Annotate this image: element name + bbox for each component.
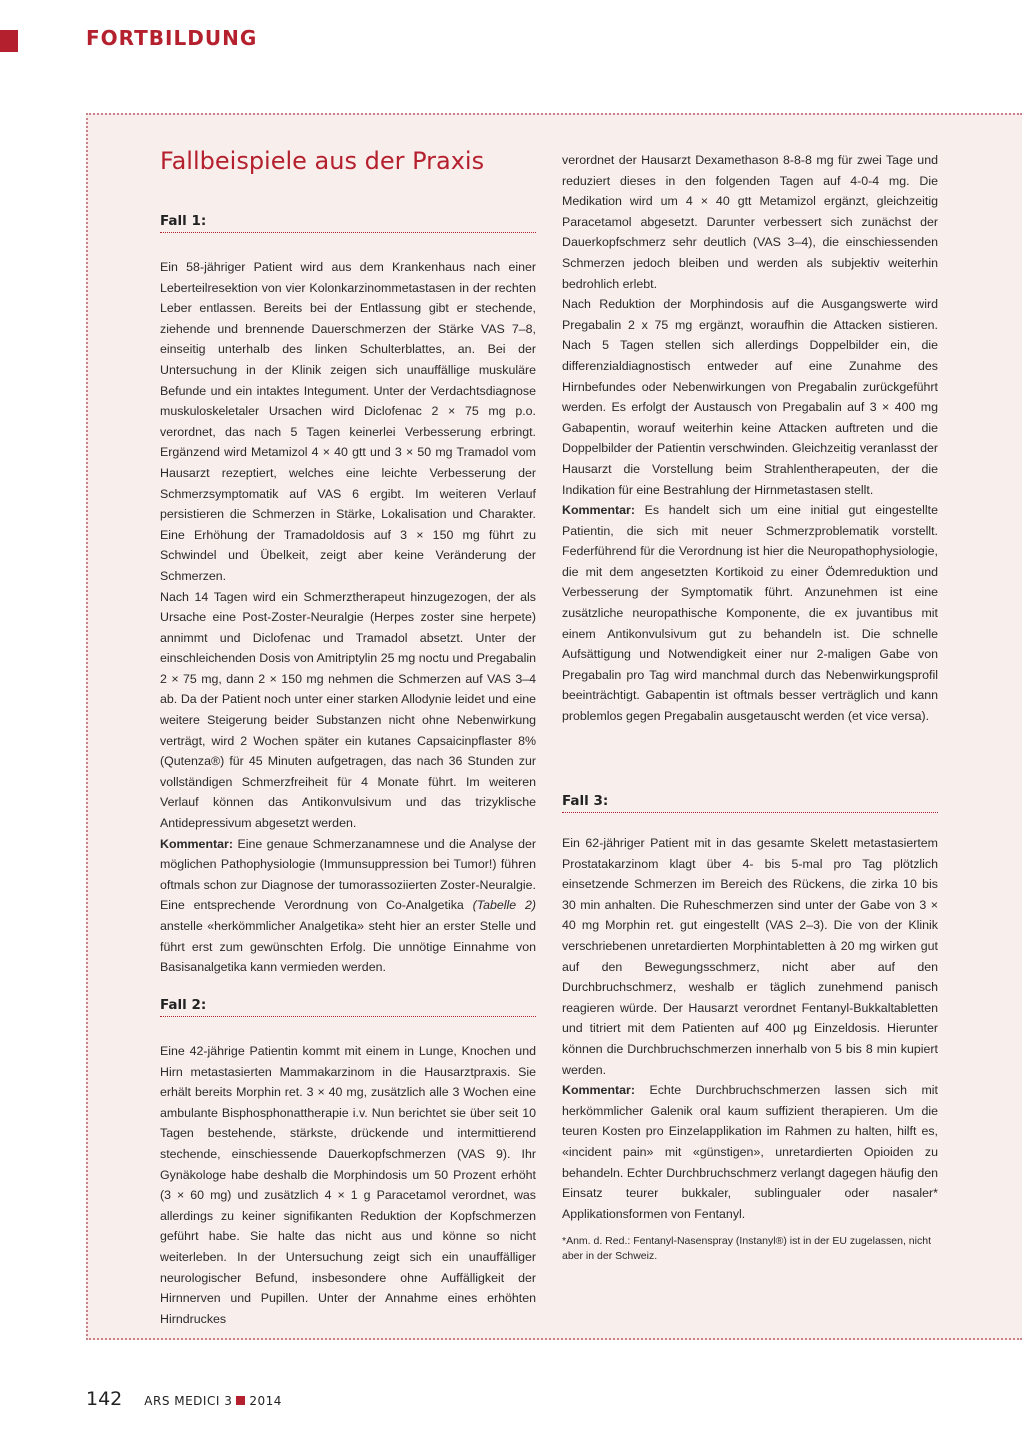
page-number: 142 bbox=[86, 1388, 123, 1410]
comment-label: Kommentar: bbox=[160, 836, 233, 851]
fall2-paragraph-1-continued: verordnet der Hausarzt Dexamethason 8-8-8 mg für zwei Tage und reduziert dieses in den folgenden Tagen auf 4-0-4 mg. Die Medikation wird um 4 × 40 gtt Metamizol ergänzt, gleichzeitig Paracetamol abgesetzt. Darunter verbessert sich zunächst der Dauerkopfschmerz sehr deutlich (VAS 3–4), die einschiessenden Schmerzen jedoch bleiben und werden als subjektiv weiterhin bedrohlich erlebt. bbox=[562, 153, 938, 291]
journal-year: 2014 bbox=[249, 1394, 282, 1408]
fall3-comment: Kommentar: Echte Durchbruchschmerzen lassen sich mit herkömmlicher Galenik oral kaum suffizient therapieren. Um die teuren Kosten pro Einzelapplikation im Rahmen zu halten, hilft es, «incident pain» mit «günstigen», unretardierten Opioiden zu behandeln. Echter Durchbruchschmerz verlangt dagegen häufig den Einsatz teurer bukkaler, sublingualer oder nasaler* Applikationsformen von Fentanyl. bbox=[562, 1083, 938, 1221]
fall2-paragraph-2: Nach Reduktion der Morphindosis auf die Ausgangswerte wird Pregabalin 2 x 75 mg ergänzt, woraufhin die Attacken sistieren. Nach 5 Tagen stellen sich allerdings Doppelbilder ein, die differenzialdiagnostisch entweder auf eine Zunahme des Hirnbefundes oder Nebenwirkungen von Pregabalin zurückgeführt werden. Es erfolgt der Austausch von Pregabalin auf 3 × 400 mg Gabapentin, worauf weiterhin keine Attacken auftreten und die Doppelbilder der Patientin verschwinden. Gleichzeitig veranlasst der Hausarzt die Vorstellung beim Strahlentherapeuten, der die Indikation für eine Bestrahlung der Hirnmetastasen stellt. bbox=[562, 297, 938, 497]
fall3-heading: Fall 3: bbox=[562, 793, 938, 813]
fall2-paragraph-1: Eine 42-jährige Patientin kommt mit einem in Lunge, Knochen und Hirn metastasierten Mammakarzinom in die Hausarztpraxis. Sie erhält bereits Morphin ret. 3 × 40 mg, zusätzlich alle 3 Wochen eine ambulante Bisphosphonattherapie i.v. Nun berichtet sie über seit 10 Tagen bestehende, stärkste, drückende und intermittierend stechende, einschiessende Dauerkopfschmerzen (VAS 9). Ihr Gynäkologe habe deshalb die Morphindosis um 50 Prozent erhöht (3 × 60 mg) und zusätzlich 4 × 1 g Paracetamol verordnet, was allerdings zu keiner signifikanten Reduktion der Kopfschmerzen geführt habe. Sie halte das nicht aus und könne so nicht weiterleben. In der Untersuchung zeigt sich ein unauffälliger neurologischer Befund, insbesondere ohne Auffälligkeit der Hirnnerven und Pupillen. Unter der Annahme eines erhöhten Hirndruckes bbox=[160, 1044, 536, 1326]
comment-label: Kommentar: bbox=[562, 1083, 635, 1098]
journal-name: ARS MEDICI 3 bbox=[144, 1394, 233, 1408]
fall2-body-right bbox=[562, 150, 938, 727]
section-title: FORTBILDUNG bbox=[86, 26, 258, 50]
fall1-heading: Fall 1: bbox=[160, 213, 536, 233]
article-box bbox=[86, 113, 1022, 1340]
footnote: *Anm. d. Red.: Fentanyl-Nasenspray (Instanyl®) ist in der EU zugelassen, nicht aber in der Schweiz. bbox=[562, 1235, 931, 1263]
article-title: Fallbeispiele aus der Praxis bbox=[160, 147, 485, 175]
fall2-body-left bbox=[160, 1041, 536, 1329]
footer-separator bbox=[236, 1396, 245, 1405]
table-reference: (Tabelle 2) bbox=[472, 898, 536, 913]
fall1-body bbox=[160, 257, 536, 978]
page-footer bbox=[86, 1388, 282, 1410]
section-marker bbox=[0, 30, 18, 52]
fall1-comment: Kommentar: Eine genaue Schmerzanamnese und die Analyse der möglichen Pathophysiologie (Immunsuppression bei Tumor!) führen oftmals schon zur Diagnose der tumorassoziierten Zoster-Neuralgie. Eine entsprechende Verordnung von Co-Analgetika (Tabelle 2) anstelle «herkömmlicher Analgetika» steht hier an erster Stelle und führt erst zum gewünschten Erfolg. Die unnötige Einnahme von Basisanalgetika kann vermieden werden. bbox=[160, 836, 536, 975]
fall3-body bbox=[562, 833, 938, 1264]
fall2-comment: Kommentar: Es handelt sich um eine initial gut eingestellte Patientin, die sich mit neuer Schmerzproblematik vorstellt. Federführend für die Verordnung ist hier die Neuropathophysiologie, die mit dem angesetzten Kortikoid zu einer Ödemreduktion und Verbesserung der Symptomatik führt. Anzunehmen ist eine zusätzliche neuropathische Komponente, die ex juvantibus mit einem Antikonvulsivum gut zu behandeln ist. Die schnelle Aufsättigung und Notwendigkeit einer nur 2-maligen Gabe von Pregabalin pro Tag wird manchmal durch das Nebenwirkungsprofil beeinträchtigt. Gabapentin ist oftmals besser verträglich und kann problemlos gegen Pregabalin ausgetauscht werden (et vice versa). bbox=[562, 503, 938, 724]
comment-label: Kommentar: bbox=[562, 503, 635, 518]
fall2-heading: Fall 2: bbox=[160, 997, 536, 1017]
fall1-paragraph-2: Nach 14 Tagen wird ein Schmerztherapeut hinzugezogen, der als Ursache eine Post-Zoster-Neuralgie (Herpes zoster sine herpete) annimmt und Diclofenac und Tramadol absetzt. Unter der einschleichenden Dosis von Amitriptylin 25 mg noctu und Pregabalin 2 × 75 mg, dann 2 × 150 mg nehmen die Schmerzen auf VAS 3–4 ab. Da der Patient noch unter einer starken Allodynie leidet und eine weitere Steigerung beider Substanzen nicht ohne Nebenwirkung verträgt, wird 2 Wochen später ein kutanes Capsaicinpflaster 8% (Qutenza®) für 45 Minuten aufgetragen, das nach 36 Stunden zur vollständigen Schmerzfreiheit für 4 Monate führt. Im weiteren Verlauf können das Antikonvulsivum und das trizyklische Antidepressivum abgesetzt werden. bbox=[160, 589, 536, 831]
fall3-paragraph-1: Ein 62-jähriger Patient mit in das gesamte Skelett metastasiertem Prostatakarzinom klagt über 4- bis 5-mal pro Tag plötzlich einsetzende Schmerzen im Bereich des Rückens, die zirka 10 bis 30 min anhalten. Die Ruheschmerzen sind unter der Gabe von 3 × 40 mg Morphin ret. gut eingestellt (VAS 2–3). Die von der Klinik verschriebenen unretardierten Morphintabletten à 20 mg wirken gut auf den Bewegungsschmerz, nicht aber auf den Durchbruchschmerz, weshalb er täglich zunehmend panisch reagieren würde. Der Hausarzt verordnet Fentanyl-Bukkaltabletten und titriert mit dem Patienten auf 400 µg Einzeldosis. Hierunter können die Durchbruchschmerzen innerhalb von 5 bis 8 min kupiert werden. bbox=[562, 836, 938, 1077]
fall1-paragraph-1: Ein 58-jähriger Patient wird aus dem Krankenhaus nach einer Leberteilresektion von vier Kolonkarzinommetastasen in der rechten Leber entlassen. Bereits bei der Entlassung gibt er stechende, ziehende und brennende Dauerschmerzen der Stärke VAS 7–8, einseitig unterhalb des linken Schulterblattes, an. Bei der Untersuchung in der Klinik zeigen sich unauffällige muskuläre Befunde und ein intaktes Integument. Unter der Verdachtsdiagnose muskuloskeletaler Ursachen wird Diclofenac 2 × 75 mg p.o. verordnet, das nach 5 Tagen keinerlei Verbesserung erbringt. Ergänzend wird Metamizol 4 × 40 gtt und 3 × 50 mg Tramadol vom Hausarzt rezeptiert, welches eine leichte Verbesserung der Schmerzsymptomatik auf VAS 6 ergibt. Im weiteren Verlauf persistieren die Schmerzen in Stärke, Lokalisation und Charakter. Eine Erhöhung der Tramadoldosis auf 3 × 150 mg führt zu Schwindel und Übelkeit, zeigt aber keine Veränderung der Schmerzen. bbox=[160, 260, 536, 583]
